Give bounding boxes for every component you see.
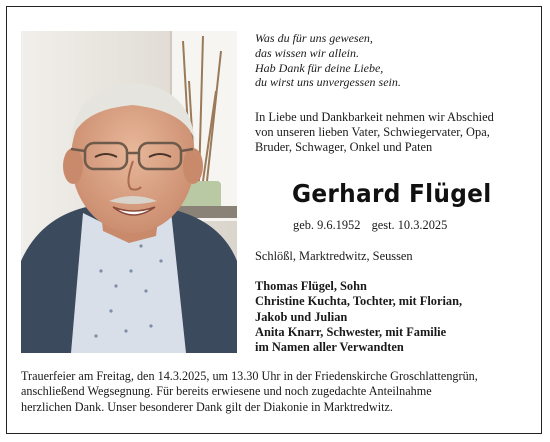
life-dates bbox=[293, 218, 455, 233]
mourner-line: Jakob und Julian bbox=[255, 309, 348, 324]
footer-line: anschließend Wegsegnung. Für bereits erwiesene und noch zugedachte Anteilnahme bbox=[21, 384, 432, 399]
intro-line: von unseren lieben Vater, Schwiegervater, Opa, bbox=[255, 125, 490, 140]
death-date: gest. 10.3.2025 bbox=[371, 218, 448, 232]
mourner-line: im Namen aller Verwandten bbox=[255, 340, 404, 355]
footer-line: Trauerfeier am Freitag, den 14.3.2025, um 13.30 Uhr in der Friedenskirche Groschlattengrün, bbox=[21, 369, 478, 383]
poem-line: Hab Dank für deine Liebe, bbox=[255, 60, 384, 75]
poem-line: du wirst uns unvergessen sein. bbox=[255, 75, 401, 90]
places-line: Schlößl, Marktredwitz, Seussen bbox=[255, 249, 413, 263]
poem-line: das wissen wir allein. bbox=[255, 45, 360, 60]
poem-line: Was du für uns gewesen, bbox=[255, 31, 373, 45]
service-details bbox=[21, 369, 536, 415]
deceased-name: Gerhard Flügel bbox=[292, 179, 492, 208]
farewell-intro bbox=[255, 110, 494, 156]
footer-line: herzlichen Dank. Unser besonderer Dank gilt der Diakonie in Marktredwitz. bbox=[21, 399, 393, 414]
portrait-illustration bbox=[21, 31, 237, 353]
mourner-line: Christine Kuchta, Tochter, mit Florian, bbox=[255, 294, 463, 309]
birth-date: geb. 9.6.1952 bbox=[293, 218, 361, 232]
intro-line: In Liebe und Dankbarkeit nehmen wir Abschied bbox=[255, 110, 494, 124]
memorial-poem bbox=[255, 31, 401, 90]
obituary-card bbox=[6, 6, 542, 434]
portrait-photo bbox=[21, 31, 237, 353]
intro-line: Bruder, Schwager, Onkel und Paten bbox=[255, 140, 433, 155]
mourner-line: Thomas Flügel, Sohn bbox=[255, 279, 367, 293]
mourner-line: Anita Knarr, Schwester, mit Familie bbox=[255, 324, 447, 339]
mourners-list bbox=[255, 279, 462, 355]
